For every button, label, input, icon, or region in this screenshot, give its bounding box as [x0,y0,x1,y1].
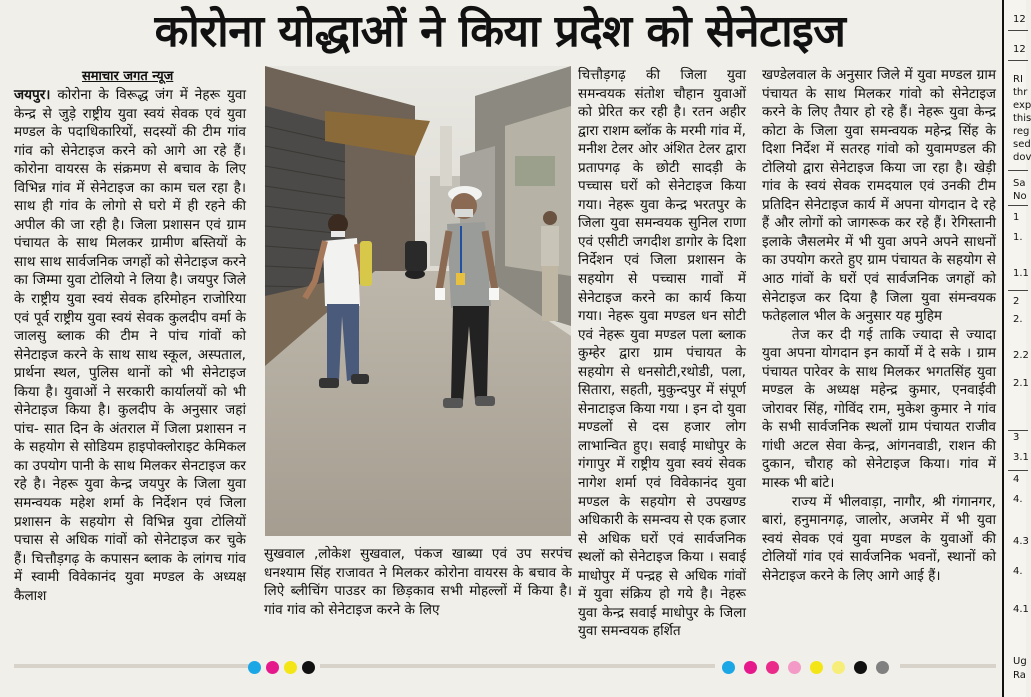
bottom-rule-right [900,664,996,668]
headline: कोरोना योद्धाओं ने किया प्रदेश को सेनेटाइज [154,6,846,57]
registration-dot [854,661,867,674]
sidebar-rule [1008,430,1028,431]
sidebar-fragment: 4. [1013,566,1023,577]
sidebar-fragment: 12 [1013,14,1026,25]
sidebar-fragment: sed [1013,139,1031,150]
news-photo [265,66,571,536]
column-1-text: कोरोना के विरूद्ध जंग में नेहरू युवा केन्द्र से जुड़े राष्ट्रीय युवा स्वयं सेवक एवं युवा मण्डल के पदाधिकारियों, सदस्यों की टीम गांव गांव को सेनेटाइज करने को आगे आ रहे हैं। कोरोना वायरस के संक्रमण से बचाव के लिए विभिन्न गांव में सेनेटाइज का काम चल रहा है। साथ ही गांव के लोगो से घरो में ही रहने की अपील की जा रही है। जिला प्रशासन एवं ग्राम पंचायत के साथ मिलकर ग्रामीण बस्तियों के साथ साथ सार्वजनिक जगहों को सेनेटाइज करने का जिम्मा युवा टोलियो ने लिया है। जयपुर जिले के राष्ट्रीय युवा स्वयं सेवक हरिमोहन राजोरिया एवं पूर्व राष्ट्रीय युवा स्वयं सेवक कुलदीप वर्मा के जालसु ब्लाक की टीम ने पांच गांवों को सेनेटाइज करने के साथ साथ स्कूल, अस्पताल, प्रार्थना स्थल, पुलिस थानों को भी सेनेटाइज किया है। युवाओं ने सरकारी कार्यालयों को भी सेनेटाइज किया है। कुलदीप के अनुसार जहां पांच- सात दिन के अंतराल में जिला प्रशासन न के सहयोग से सोडियम हाइपोक्लोराइट केमिकल का उपयोग पानी के साथ मिलकर सेनटाइज कर रहे है। नेहरू युवा केन्द्र जयपुर के जिला युवा समन्वयक महेश शर्मा के निर्देशन एवं जिला प्रशासन के सहयोग से विभिन्न युवा टोलियों पचास से अधिक गांवों को सेनेटाइज कर चुके हैं। चित्तौड़गढ़ के कपासन ब्लाक के लांगच गांव में स्वामी विवेकानंद युवा मण्डल के अध्यक्ष कैलाश [14,87,246,604]
sidebar-fragment: 3 [1013,432,1020,443]
registration-dot [788,661,801,674]
sidebar-fragment: exp [1013,100,1031,111]
sidebar-fragment: dov [1013,152,1031,163]
sidebar-fragment: Ra [1013,670,1026,681]
registration-dot [266,661,279,674]
adjacent-column-sidebar [1002,0,1031,697]
sidebar-fragment: Ug [1013,656,1027,667]
article-column-3 [578,66,746,660]
sidebar-fragment: reg [1013,126,1030,137]
column-4-paragraph-2: तेज कर दी गई ताकि ज्यादा से ज्यादा युवा अपना योगदान इन कार्यो में दे सके । ग्राम पंचायत पारेवर के साथ मिलकर भगतसिंह युवा मण्डल के अध्यक्ष महेन्द्र कुमार, एनवाईवी जोरावर सिंह, गोविंद राम, मुकेश कुमार ने गांव के सभी सार्वजनिक स्थलों ग्राम पंचायत राजीव गांधी अटल सेवा केन्द्र, आंगनवाडी, राशन की दुकान, चौराह को सेनेटाइज किया। गांव में मास्क भी बांटे। [762,326,996,492]
sidebar-rule [1008,205,1028,206]
sidebar-fragment: 1.1 [1013,268,1029,279]
sidebar-rule [1008,30,1028,31]
street-sanitization-photo [265,66,571,536]
article-column-1 [14,86,246,656]
sidebar-fragment: this [1013,113,1031,124]
bottom-rule-left [14,664,250,668]
byline: समाचार जगत न्यूज [82,69,174,84]
article-column-4 [762,66,996,660]
sidebar-fragment: Sa [1013,178,1026,189]
sidebar-fragment: 4 [1013,474,1020,485]
column-3-text: चित्तौड़गढ़ की जिला युवा समन्वयक संतोश चौहान युवाओं को प्रेरित कर रही है। रतन अहीर द्वारा राशम ब्लॉक के मरमी गांव में, मनीश टेलर ओर अंशित टेलर द्वारा प्रतापगढ़ के छोटी सादड़ी के पच्चास घरों को सेनेटाइज किया गया। नेहरू युवा केन्द्र भरतपुर के जिला युवा समन्वयक सुनिल राणा एवं एसीटी जगदीश डागोर के दिशा निर्देशन एवं जिला प्रशासन के सहयोग से पच्चास गावों में सेनेटाइज करने का कार्य किया गया। नेहरू युवा मण्डल धन सोटी एवं नेहरू युवा मण्डल पला ब्लाक कुम्हेर द्वारा ग्राम पंचायत के सहयोग से धनसोटी,रथोडी, पला, सितारा, सहती, मुकुन्दपुर में संपूर्ण सेनाटाइज किया गया । इन दो युवा मण्डलों से दस हजार लोग लाभान्वित हुए। सवाई माधोपुर के गंगापुर में राष्ट्रीय युवा स्वयं सेवक नागेश शर्मा एवं विवेकानंद युवा मण्डल के सहयोग से उपखण्ड अधिकारी के समन्वय से एक हजार से अधिक घरों एवं सार्वजनिक स्थलों को सेनेटाइज किया । सवाई माधोपुर में पन्द्रह से अधिक गांवों में युवा संक्रिय हो गये है। नेहरू युवा केन्द्र सवाई माधोपुर के जिला युवा समन्वयक हर्शित [578,67,746,640]
sidebar-fragment: 2.1 [1013,378,1029,389]
bystander [541,211,559,321]
column-2-text: सुखवाल ,लोकेश सुखवाल, पंकज खाब्या एवं उप सरपंच धनश्याम सिंह राजावत ने मिलकर कोरोना वायरस के बचाव के लिऐ ब्लीचिंग पाउडर का छिड़काव सभी मोहल्लों में किया है। गांव गांव को सेनेटाइज करने के लिए [264,546,572,618]
sidebar-fragment: 2.2 [1013,350,1029,361]
sidebar-rule [1008,170,1028,171]
registration-dot [766,661,779,674]
sidebar-rule [1008,470,1028,471]
sidebar-fragment: thr [1013,87,1028,98]
sidebar-fragment: 2 [1013,296,1020,307]
sidebar-fragment: 12 [1013,44,1026,55]
registration-dot [832,661,845,674]
column-4-paragraph-3: राज्य में भीलवाड़ा, नागौर, श्री गंगानगर, बारां, हनुमानगढ़, जालोर, अजमेर में भी युवा स्वयं सेवक एवं युवा मण्डल के युवाओं की टोलियों गांव एवं सार्वजनिक भवनों, स्थानों को सेनेटाइज करने के लिए आगे आई हैं। [762,493,996,584]
sidebar-fragment: 4. [1013,494,1023,505]
sidebar-fragment: No [1013,191,1027,202]
sidebar-fragment: 3.1 [1013,452,1029,463]
column-4-paragraph-1: खण्डेलवाल के अनुसार जिले में युवा मण्डल ग्राम पंचायत के साथ मिलकर गांवो को सेनेटाइज करने के लिए तैयार हो रहे हैं। नेहरू युवा केन्द्र कोटा के जिला युवा समन्वयक महेन्द्र सिंह के दिशा निर्देश में सतरह गांवो को युवामण्डल की टोलियो द्वारा सेनेटाइज किया जा रहा है। खेड़ी गांव के स्वयं सेवक रामदयाल एवं उनकी टीम प्रतिदिन सेनेटाइज कार्य में अपना योगदान दे रहे हैं और लोगों को जागरूक कर रहे हैं। रेगिस्तानी इलाके जैसलमेर में भी युवा अपने अपने साधनों का उपयोग करते हुए ग्राम पंचायत के सहयोग से आठ गांवों के घरों एवं सार्वजनिक जगहों को सेनेटाइज कर दिया है जिला युवा संमन्वयक फतेहलाल भील के अनुसार यह मुहिम [762,67,996,325]
sidebar-rule [1008,290,1028,291]
sidebar-fragment: 2. [1013,314,1023,325]
sidebar-fragment: 4.1 [1013,604,1029,615]
bottom-rule-middle [320,664,715,668]
sidebar-fragment: 1. [1013,232,1023,243]
sidebar-fragment: 4.3 [1013,536,1029,547]
registration-dot [248,661,261,674]
sidebar-rule [1008,60,1028,61]
registration-dot [284,661,297,674]
registration-dot [302,661,315,674]
article-paragraph [14,86,246,605]
dateline: जयपुर। [14,87,51,103]
registration-dot [744,661,757,674]
sidebar-fragment: RI [1013,74,1023,85]
registration-dot [810,661,823,674]
registration-dot [722,661,735,674]
article-column-2 [264,545,572,660]
sidebar-fragment: 1 [1013,212,1020,223]
registration-dot [876,661,889,674]
